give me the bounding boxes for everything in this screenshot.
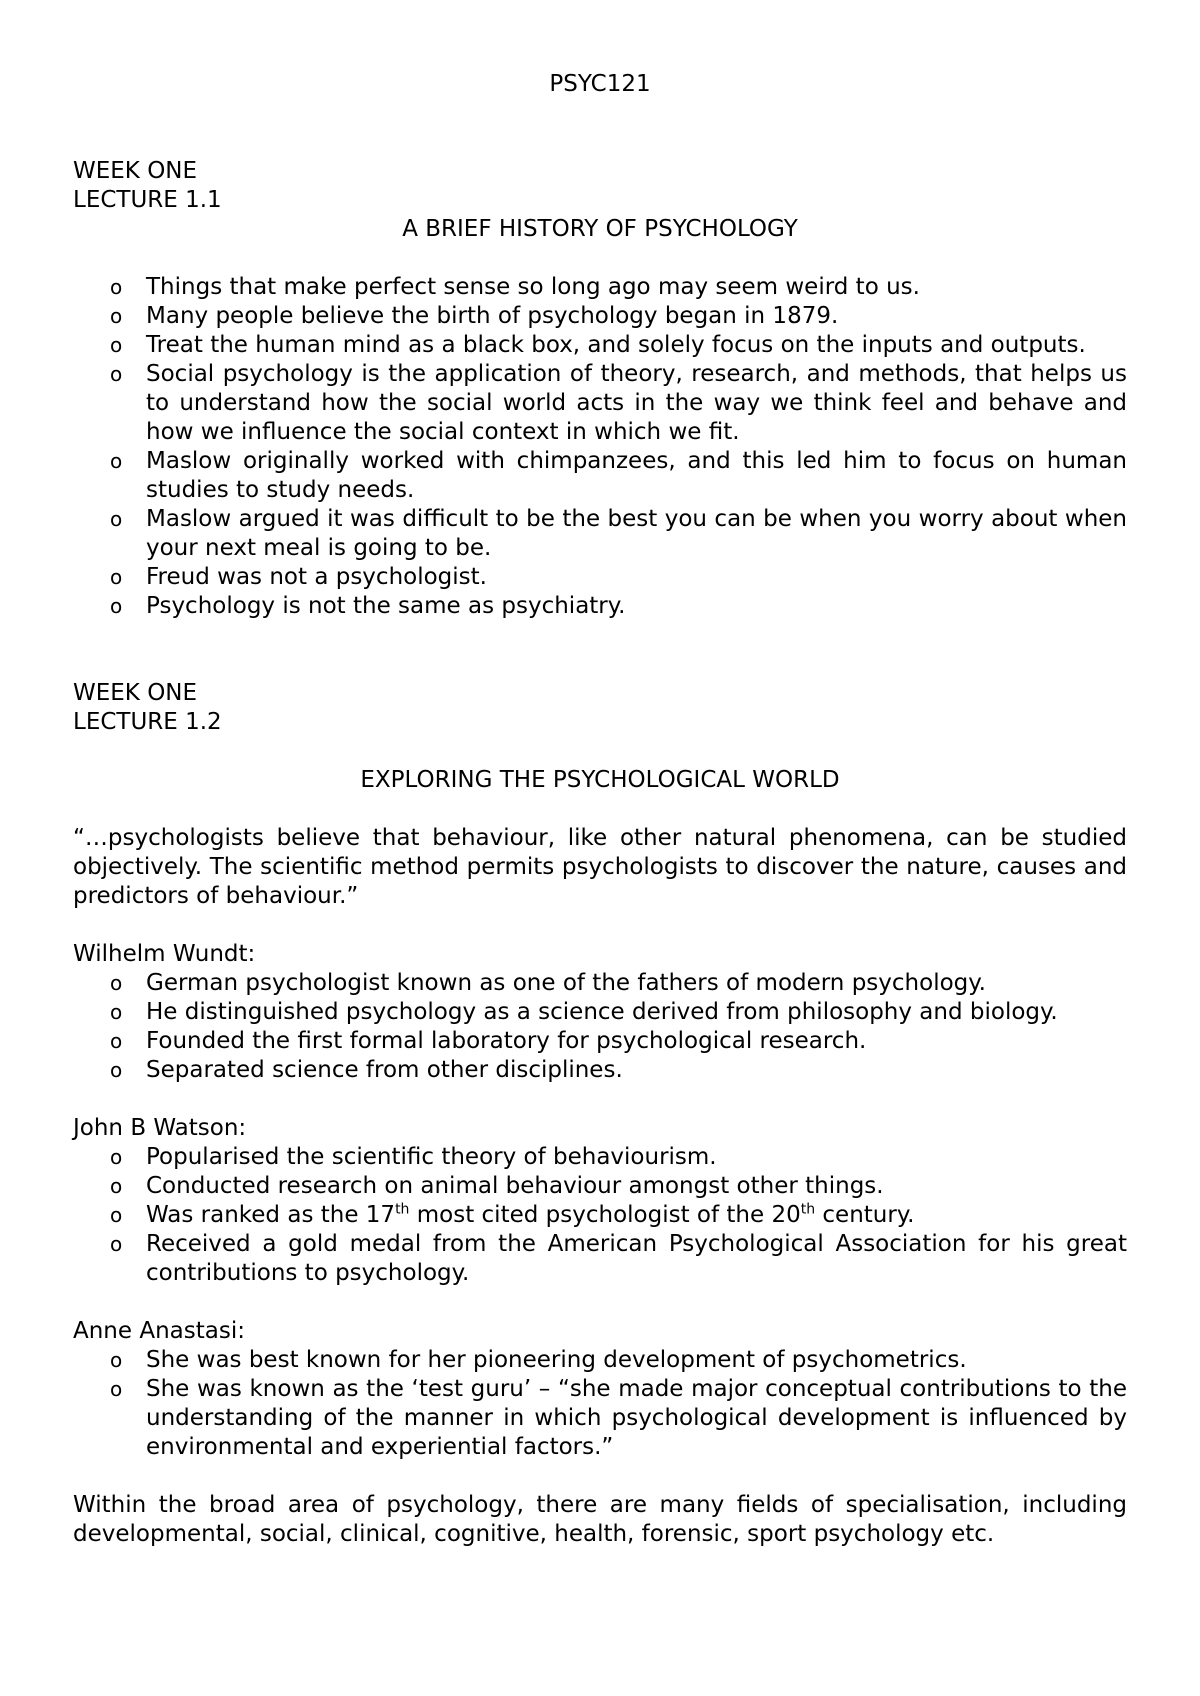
week-label: WEEK ONE [73,680,198,706]
bullet-marker: o [110,1203,123,1227]
list-item: o She was known as the ‘test guru’ – “she made major conceptual contributions to the understanding of the manner in which psychological development is influenced by environmental and experiential factors.” [110,1376,1127,1460]
quote-paragraph: “…psychologists believe that behaviour, like other natural phenomena, can be studied objectively. The scientific method permits psychologists to discover the nature, causes and predictors of behaviour.” [73,825,1127,909]
list-item: o He distinguished psychology as a science derived from philosophy and biology. [110,999,1058,1025]
anastasi-bullet-list [73,1346,1127,1462]
bullet-marker: o [110,362,123,386]
bullet-marker: o [110,971,123,995]
wundt-heading: Wilhelm Wundt: [73,941,256,967]
list-item: o Social psychology is the application of theory, research, and methods, that helps us to understand how the social world acts in the way we think feel and behave and how we influence the social context in which we fit. [110,361,1127,445]
list-item: o Maslow originally worked with chimpanzees, and this led him to focus on human studies to study needs. [110,448,1127,503]
list-item: o She was best known for her pioneering development of psychometrics. [110,1347,967,1373]
bullet-marker: o [110,1348,123,1372]
list-item: o Founded the first formal laboratory for psychological research. [110,1028,867,1054]
ordinal-suffix: th [395,1201,410,1218]
bullet-marker: o [110,449,123,473]
list-item: o Separated science from other disciplines. [110,1057,623,1083]
lecture-label: LECTURE 1.1 [73,187,222,213]
bullet-marker: o [110,304,123,328]
bullet-marker: o [110,1058,123,1082]
list-item: o Psychology is not the same as psychiatry. [110,593,626,619]
lecture-label: LECTURE 1.2 [73,709,222,735]
section-title: A BRIEF HISTORY OF PSYCHOLOGY [402,216,798,242]
section-title: EXPLORING THE PSYCHOLOGICAL WORLD [360,767,840,793]
list-item: o Many people believe the birth of psychology began in 1879. [110,303,839,329]
list-item: o Freud was not a psychologist. [110,564,487,590]
bullet-marker: o [110,565,123,589]
watson-bullet-list [73,1143,1127,1288]
list-item: o Was ranked as the 17th most cited psychologist of the 20th century. [110,1201,915,1228]
list-item: o Popularised the scientific theory of behaviourism. [110,1144,717,1170]
course-code: PSYC121 [549,71,651,97]
list-item: o Things that make perfect sense so long ago may seem weird to us. [110,274,920,300]
anastasi-heading: Anne Anastasi: [73,1318,245,1344]
watson-heading: John B Watson: [73,1115,247,1141]
bullet-marker: o [110,333,123,357]
list-item: o Treat the human mind as a black box, and solely focus on the inputs and outputs. [110,332,1086,358]
list-item: o Conducted research on animal behaviour amongst other things. [110,1173,884,1199]
bullet-marker: o [110,1029,123,1053]
bullet-marker: o [110,1000,123,1024]
bullet-marker: o [110,1174,123,1198]
list-item: o Maslow argued it was difficult to be the best you can be when you worry about when your next meal is going to be. [110,506,1127,561]
list-item: o German psychologist known as one of the fathers of modern psychology. [110,970,986,996]
closing-paragraph: Within the broad area of psychology, there are many fields of specialisation, including developmental, social, clinical, cognitive, health, forensic, sport psychology etc. [73,1492,1127,1547]
document-content [73,70,1127,1549]
ordinal-suffix: th [800,1201,816,1218]
week-label: WEEK ONE [73,158,198,184]
lecture-1-1-bullet-list [73,273,1127,621]
list-item: o Received a gold medal from the American Psychological Association for his great contributions to psychology. [110,1231,1127,1286]
bullet-marker: o [110,1232,123,1256]
bullet-marker: o [110,507,123,531]
bullet-marker: o [110,1145,123,1169]
wundt-bullet-list [73,969,1127,1085]
bullet-marker: o [110,594,123,618]
bullet-marker: o [110,1377,123,1401]
bullet-marker: o [110,275,123,299]
